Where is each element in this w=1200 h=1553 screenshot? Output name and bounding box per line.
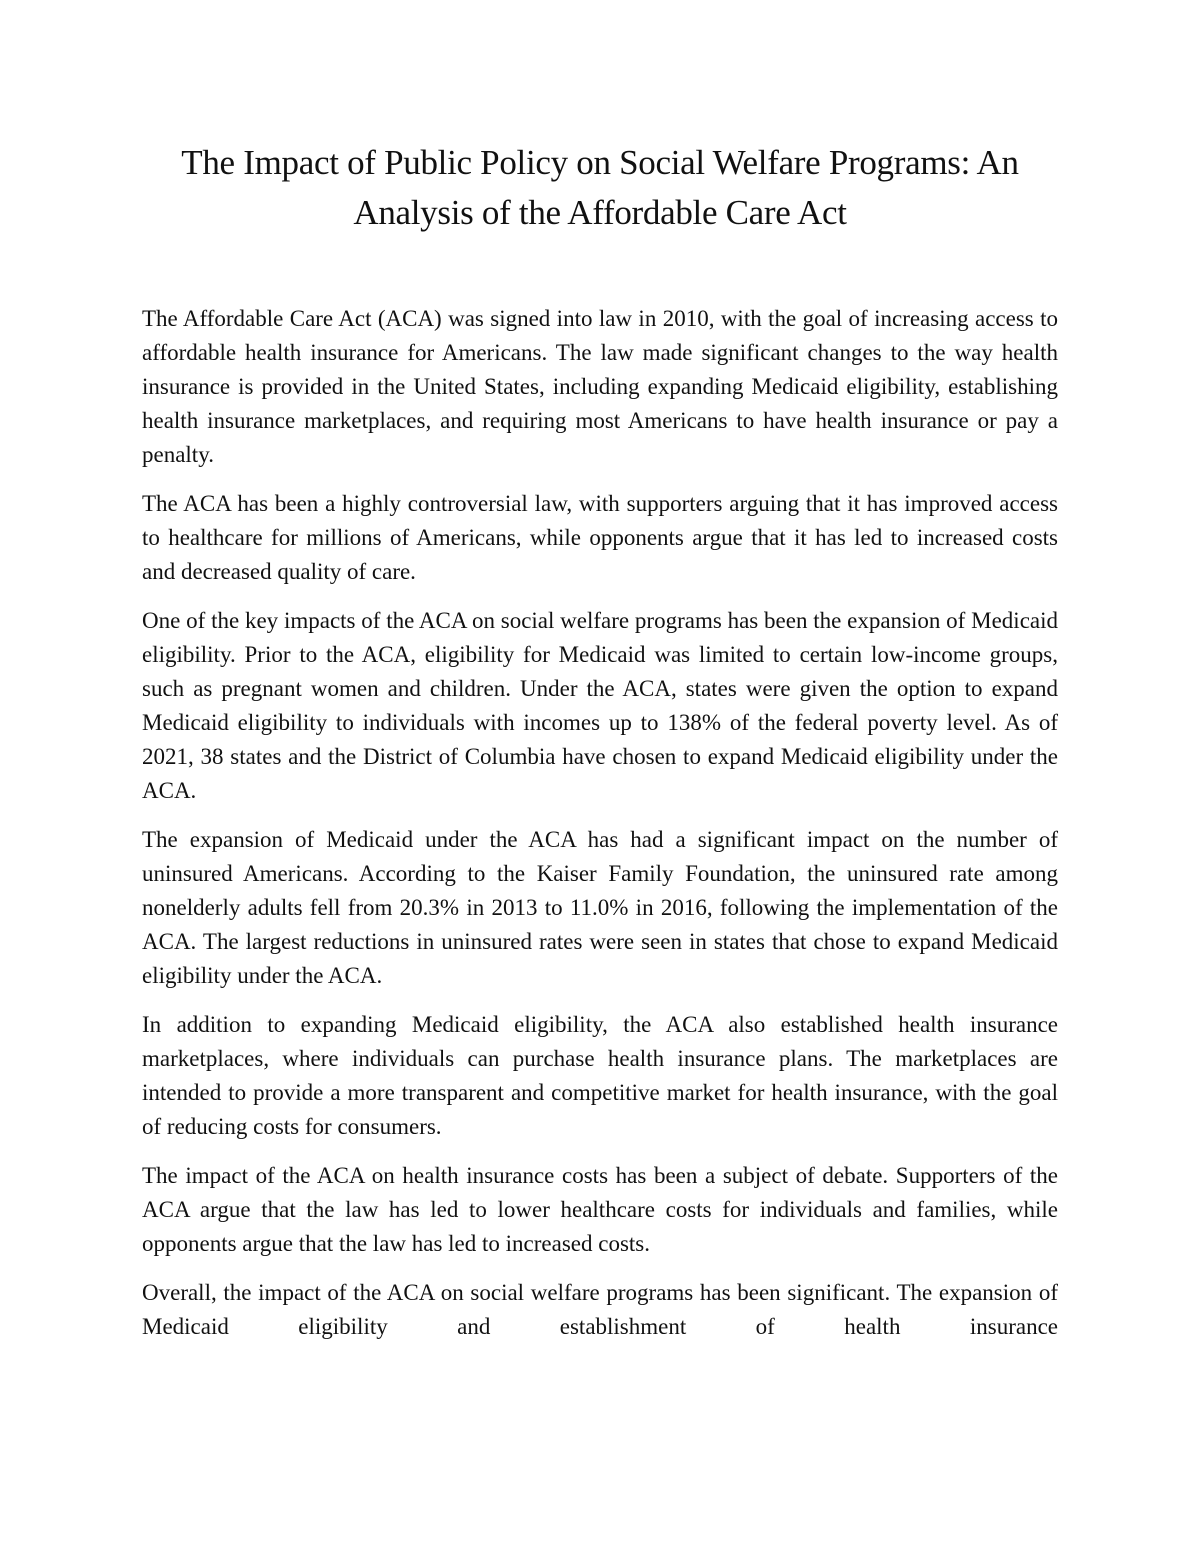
paragraph-marketplaces: In addition to expanding Medicaid eligibility, the ACA also established health insurance marketplaces, where individuals can purchase health insurance plans. The marketplaces are intended to provide a more transparent and competitive market for health insurance, with the goal of reducing costs for consumers. [142,1012,1058,1139]
paragraph-uninsured-rates: The expansion of Medicaid under the ACA has had a significant impact on the number of uninsured Americans. According to the Kaiser Family Foundation, the uninsured rate among nonelderly adults fell from 20.3% in 2013 to 11.0% in 2016, following the implementation of the ACA. The largest reductions in uninsured rates were seen in states that chose to expand Medicaid eligibility under the ACA. [142,827,1058,988]
paragraph-medicaid-expansion: One of the key impacts of the ACA on social welfare programs has been the expansion of Medicaid eligibility. Prior to the ACA, eligibility for Medicaid was limited to certain low-income groups, such as pregnant women and children. Under the ACA, states were given the option to expand Medicaid eligibility to individuals with incomes up to 138% of the federal poverty level. As of 2021, 38 states and the District of Columbia have chosen to expand Medicaid eligibility under the ACA. [142,608,1058,803]
paragraph-controversy: The ACA has been a highly controversial law, with supporters arguing that it has improved access to healthcare for millions of Americans, while opponents argue that it has led to increased costs and decreased quality of care. [142,491,1058,584]
paragraph-insurance-costs: The impact of the ACA on health insurance costs has been a subject of debate. Supporters of the ACA argue that the law has led to lower healthcare costs for individuals and families, while opponents argue that the law has led to increased costs. [142,1163,1058,1256]
paragraph-aca-overview: The Affordable Care Act (ACA) was signed into law in 2010, with the goal of increasing access to affordable health insurance for Americans. The law made significant changes to the way health insurance is provided in the United States, including expanding Medicaid eligibility, establishing health insurance marketplaces, and requiring most Americans to have health insurance or pay a penalty. [142,306,1058,467]
document-title: The Impact of Public Policy on Social Welfare Programs: An Analysis of the Affordable Care Act [181,143,1019,232]
paragraph-overall-impact: Overall, the impact of the ACA on social welfare programs has been significant. The expansion of Medicaid eligibility and establishment of health insurance [142,1280,1058,1339]
